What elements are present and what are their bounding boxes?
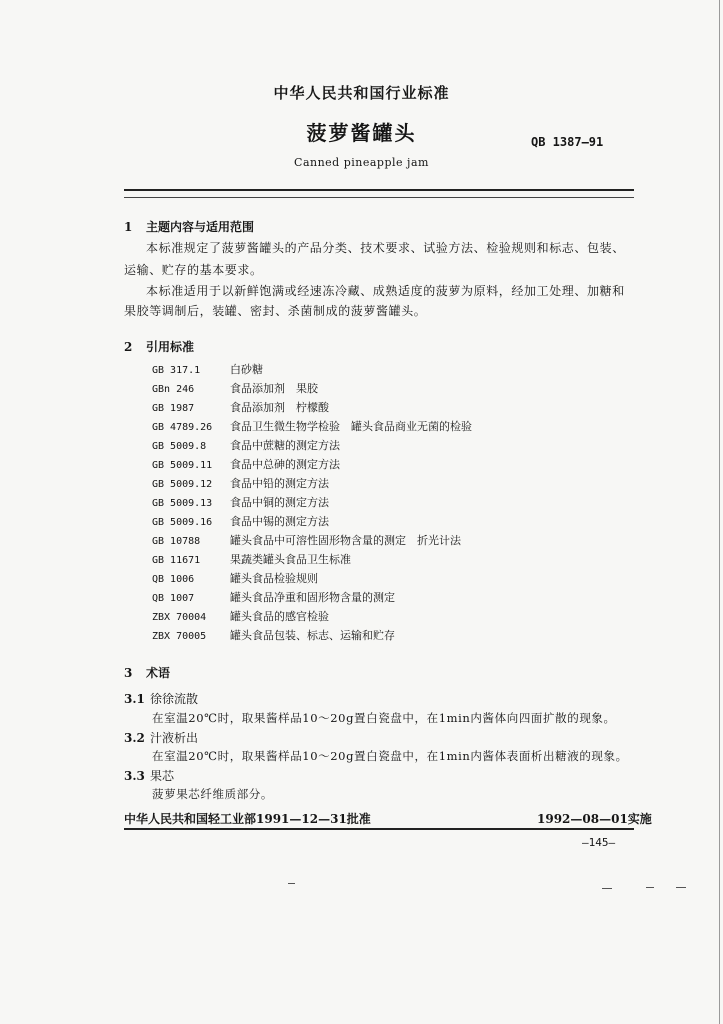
term-definition: 在室温20℃时，取果酱样品10～20g置白瓷盘中，在1min内酱体向四面扩散的现象。 — [152, 711, 616, 725]
reference-code: GB 1987 — [152, 403, 195, 414]
reference-item — [152, 570, 318, 586]
term-heading — [124, 729, 198, 746]
reference-name: 罐头食品中可溶性固形物含量的测定 折光计法 — [230, 534, 461, 547]
document-title: 菠萝酱罐头 — [306, 121, 417, 145]
reference-item — [152, 627, 395, 643]
reference-code: GB 4789.26 — [152, 422, 213, 433]
section-title: 术语 — [146, 666, 171, 680]
page-number: —145— — [582, 836, 616, 849]
scan-speck — [602, 888, 612, 889]
reference-name: 罐头食品包装、标志、运输和贮存 — [230, 629, 395, 642]
section-title: 主题内容与适用范围 — [146, 220, 255, 234]
term-heading — [124, 690, 198, 707]
reference-name: 食品中铜的测定方法 — [230, 496, 329, 509]
term-number: 3.1 — [124, 692, 145, 706]
term-name: 果芯 — [150, 769, 175, 783]
implementation-date: 1992—08—01实施 — [537, 812, 652, 826]
reference-item — [152, 456, 340, 472]
term-name: 徐徐流散 — [150, 692, 199, 706]
section-number: 2 — [124, 340, 133, 354]
industry-standard-heading: 中华人民共和国行业标准 — [273, 84, 450, 102]
reference-name: 果蔬类罐头食品卫生标准 — [230, 553, 351, 566]
reference-name: 食品卫生微生物学检验 罐头食品商业无菌的检验 — [230, 420, 472, 433]
reference-item — [152, 513, 329, 529]
section-title: 引用标准 — [146, 340, 195, 354]
reference-name: 罐头食品检验规则 — [230, 572, 318, 585]
scan-speck — [288, 883, 295, 884]
term-definition: 菠萝果芯纤维质部分。 — [152, 787, 273, 801]
reference-code: QB 1006 — [152, 574, 195, 585]
section-3-heading — [124, 664, 170, 681]
standard-code: QB 1387—91 — [531, 135, 604, 149]
approval-line: 中华人民共和国轻工业部1991—12—31批准 — [124, 812, 371, 826]
reference-name: 食品中铅的测定方法 — [230, 477, 329, 490]
section-1-paragraph: 本标准适用于以新鲜饱满或经速冻冷藏、成熟适度的菠萝为原料，经加工处理、加糖和 — [146, 284, 625, 298]
reference-code: GB 5009.13 — [152, 498, 213, 509]
reference-name: 白砂糖 — [230, 363, 263, 376]
reference-item — [152, 380, 318, 396]
reference-item — [152, 399, 329, 415]
scan-edge — [719, 0, 720, 1024]
english-title: Canned pineapple jam — [294, 156, 429, 169]
reference-name: 食品中总砷的测定方法 — [230, 458, 340, 471]
term-number: 3.2 — [124, 731, 145, 745]
reference-code: ZBX 70004 — [152, 612, 207, 623]
term-heading — [124, 767, 174, 784]
reference-code: ZBX 70005 — [152, 631, 207, 642]
reference-code: GB 11671 — [152, 555, 201, 566]
reference-item — [152, 589, 395, 605]
reference-item — [152, 475, 329, 491]
reference-item — [152, 608, 329, 624]
reference-item — [152, 532, 461, 548]
section-number: 1 — [124, 220, 133, 234]
scan-speck — [676, 887, 686, 888]
reference-code: GB 317.1 — [152, 365, 201, 376]
section-number: 3 — [124, 666, 133, 680]
term-number: 3.3 — [124, 769, 145, 783]
reference-code: GBn 246 — [152, 384, 195, 395]
reference-item — [152, 437, 340, 453]
reference-name: 食品中蔗糖的测定方法 — [230, 439, 340, 452]
footer-rule — [124, 828, 634, 830]
reference-name: 食品中锡的测定方法 — [230, 515, 329, 528]
reference-item — [152, 418, 472, 434]
section-1-paragraph: 果胶等调制后，装罐、密封、杀菌制成的菠萝酱罐头。 — [124, 304, 427, 318]
reference-name: 罐头食品的感官检验 — [230, 610, 329, 623]
reference-code: GB 5009.8 — [152, 441, 207, 452]
term-definition: 在室温20℃时，取果酱样品10～20g置白瓷盘中，在1min内酱体表面析出糖液的现象。 — [152, 749, 628, 763]
reference-name: 食品添加剂 果胶 — [230, 382, 318, 395]
reference-item — [152, 551, 351, 567]
header-rule-thin — [124, 197, 634, 198]
reference-code: GB 10788 — [152, 536, 201, 547]
reference-code: GB 5009.11 — [152, 460, 213, 471]
scan-speck — [646, 887, 654, 888]
reference-name: 罐头食品净重和固形物含量的测定 — [230, 591, 395, 604]
section-1-paragraph: 运输、贮存的基本要求。 — [124, 263, 263, 277]
section-2-heading — [124, 338, 194, 355]
reference-item — [152, 361, 263, 377]
reference-name: 食品添加剂 柠檬酸 — [230, 401, 329, 414]
reference-code: QB 1007 — [152, 593, 195, 604]
header-rule-thick — [124, 189, 634, 191]
section-1-paragraph: 本标准规定了菠萝酱罐头的产品分类、技术要求、试验方法、检验规则和标志、包装、 — [146, 241, 625, 255]
reference-item — [152, 494, 329, 510]
reference-code: GB 5009.12 — [152, 479, 213, 490]
term-name: 汁液析出 — [150, 731, 199, 745]
section-1-heading — [124, 218, 254, 235]
reference-code: GB 5009.16 — [152, 517, 213, 528]
